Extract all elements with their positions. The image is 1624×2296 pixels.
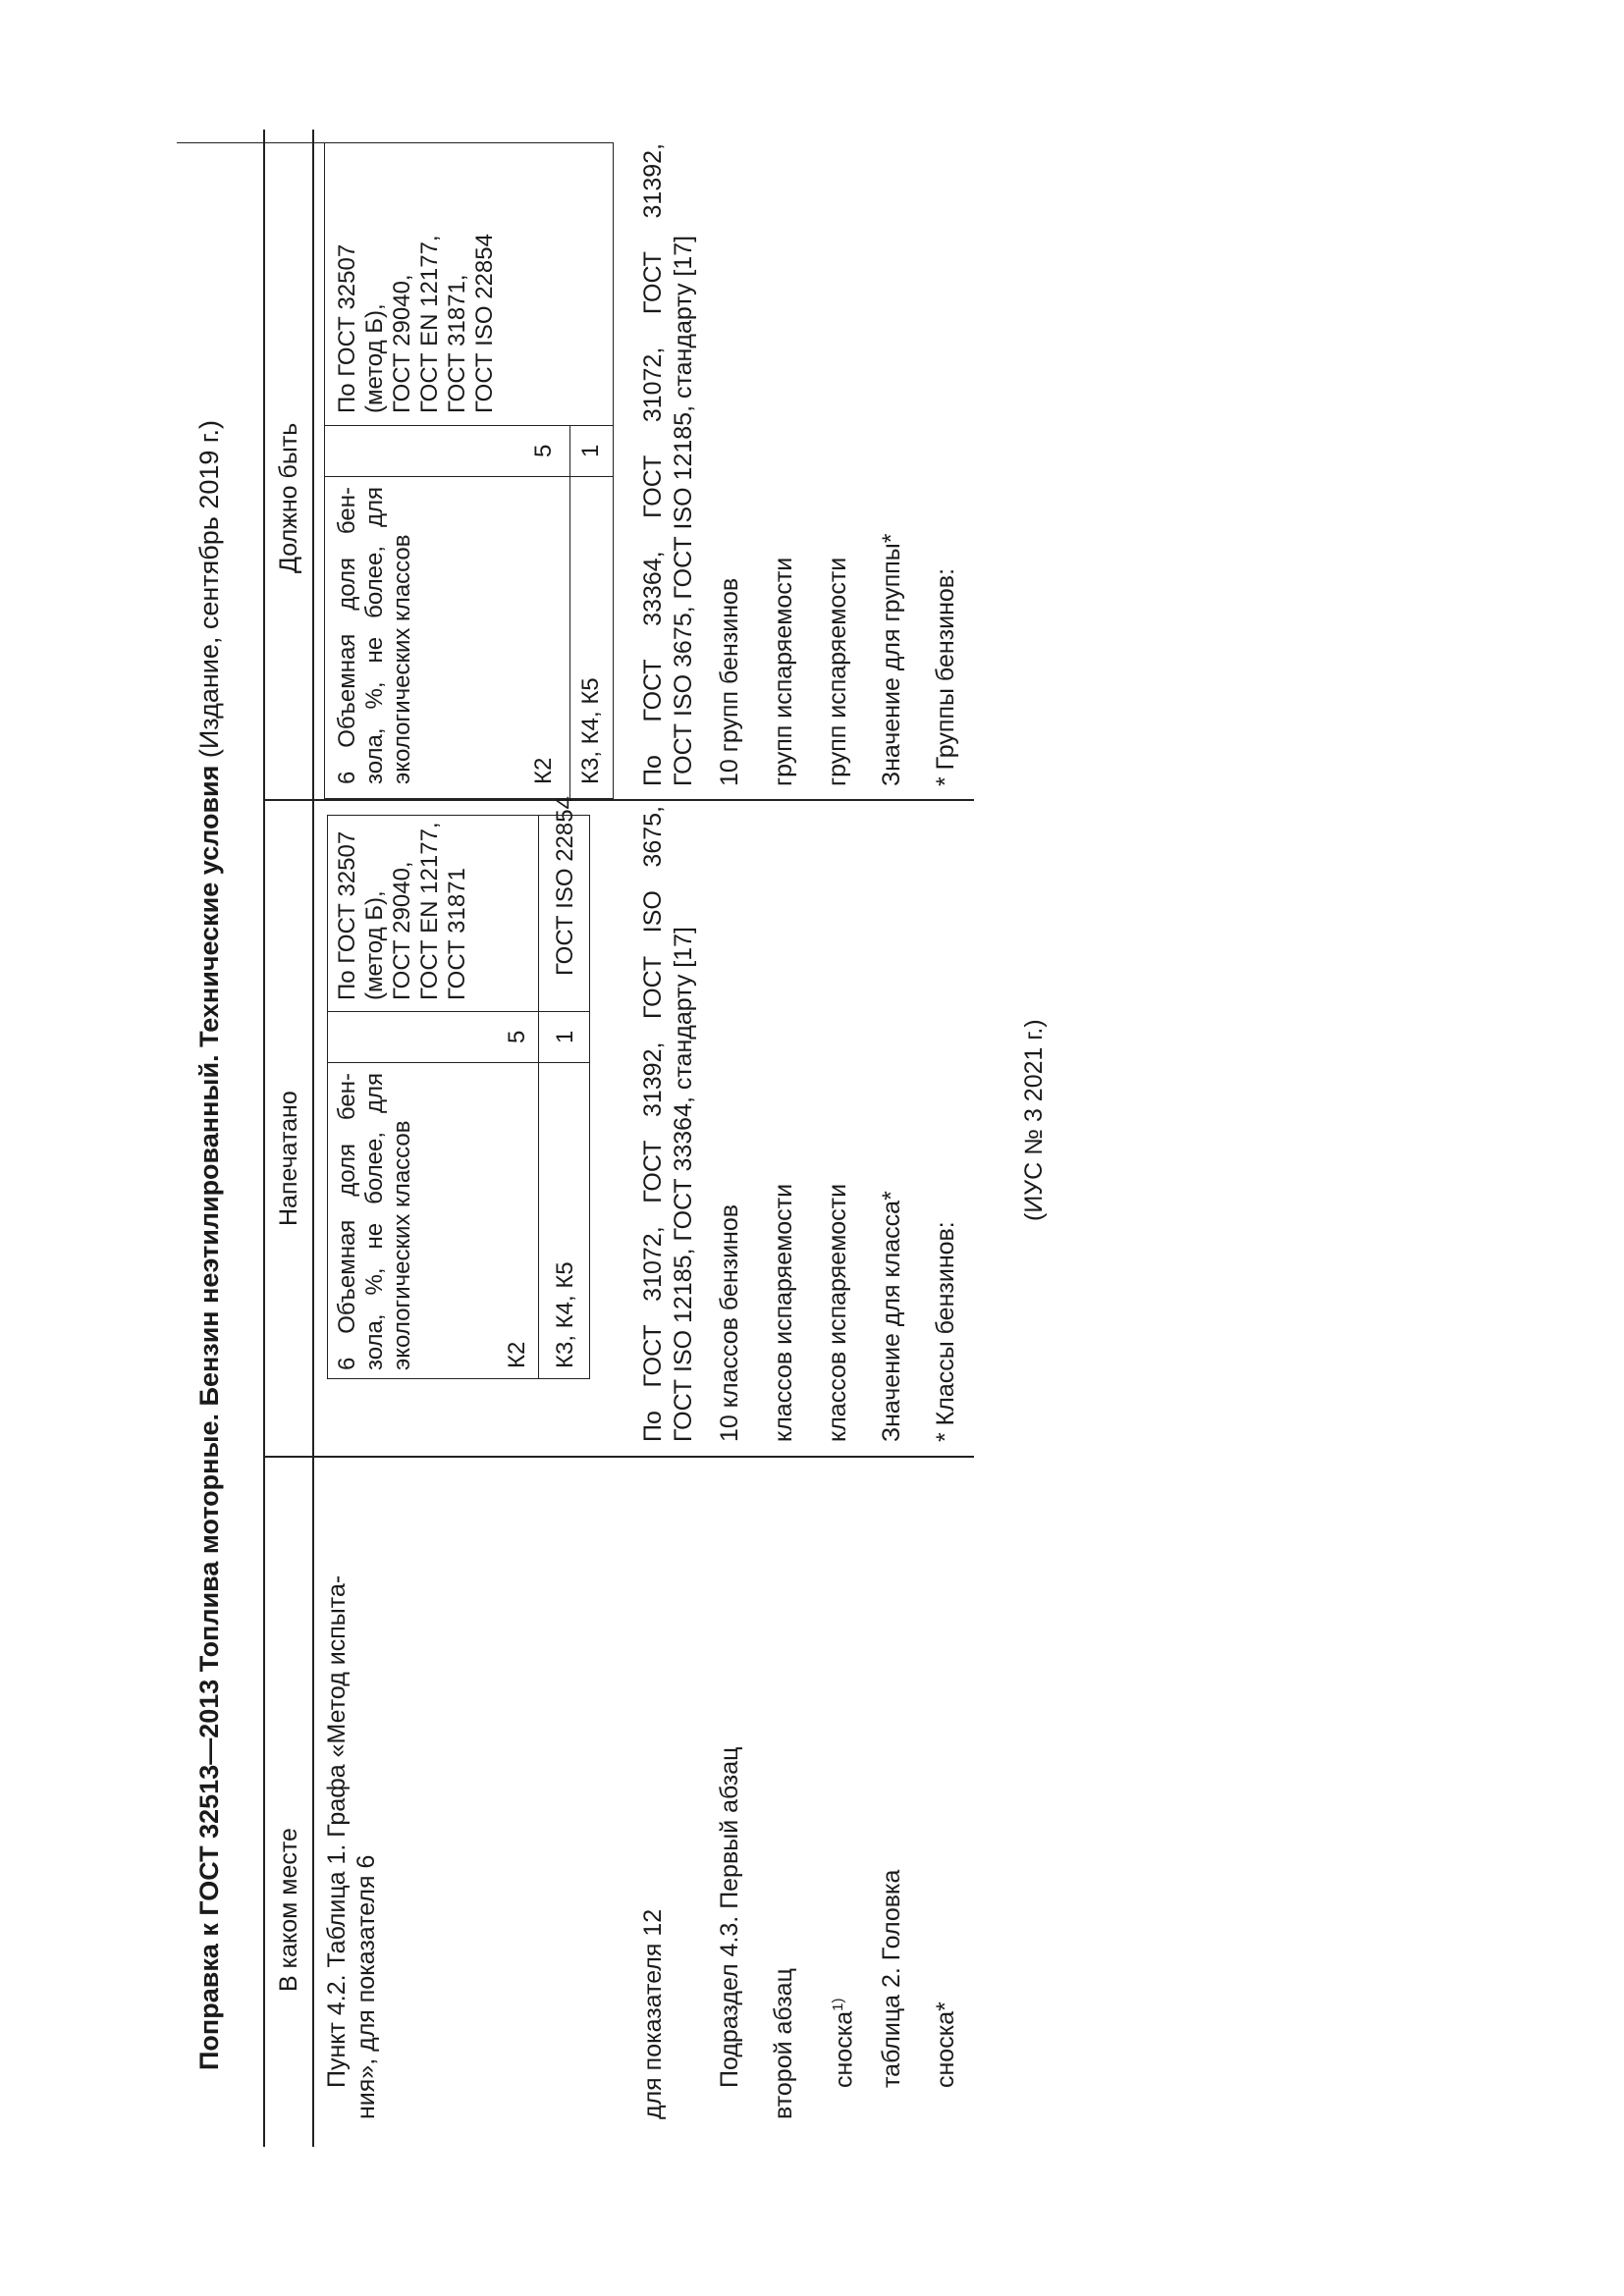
should-k345-value: 1 xyxy=(577,444,604,457)
should-k345: К3, К4, К5 xyxy=(577,677,604,784)
row7-should-be: * Группы бензинов: xyxy=(932,567,959,786)
printed-inner-box-bottom xyxy=(589,816,590,1379)
printed-inner-box-top xyxy=(327,816,328,1379)
should-inner-box-top xyxy=(324,143,325,799)
printed-methods: По ГОСТ 32507 (метод Б), ГОСТ 29040, ГОСТ EN 12177, ГОСТ 31871 xyxy=(334,822,470,1000)
column-divider-1 xyxy=(263,1456,312,1458)
row3-printed: 10 классов бензинов xyxy=(716,1203,743,1442)
row7-printed: * Классы бензинов: xyxy=(932,1221,959,1442)
should-inner-box-row-rule xyxy=(569,426,570,799)
printed-inner-box-div2 xyxy=(327,1011,590,1012)
printed-k2-value: 5 xyxy=(504,1030,530,1043)
should-inner-box-right xyxy=(177,142,614,143)
row5-where: сноска$^{1)}$ xyxy=(830,1998,858,2088)
column-divider-2-body xyxy=(312,799,974,801)
header-should-be: Должно быть xyxy=(275,422,302,573)
should-k2-value: 5 xyxy=(530,444,557,457)
printed-k2: К2 xyxy=(504,1341,530,1368)
header-printed: Напечатано xyxy=(275,1091,302,1226)
column-divider-1-body xyxy=(312,1456,974,1458)
row2-printed: По ГОСТ 31072, ГОСТ 31392, ГОСТ ISO 3675, ГОСТ ISO 12185, ГОСТ 33364, стандарту [17] xyxy=(639,806,697,1442)
page-title: Поправка к ГОСТ 32513—2013 Топлива моторные. Бензин неэтилированный. Технические условия (Издание, сентябрь 2019 г.) xyxy=(194,420,224,2070)
should-methods: По ГОСТ 32507 (метод Б), ГОСТ 29040, ГОСТ EN 12177, ГОСТ 31871, ГОСТ ISO 22854 xyxy=(334,234,498,413)
printed-inner-box-row-rule xyxy=(538,816,539,1379)
table-top-rule xyxy=(263,130,265,2147)
row6-where: таблица 2. Головка xyxy=(878,1869,905,2088)
printed-desc: 6 Объемная доля бен- зола, %, не более, для экологических классов xyxy=(334,1073,415,1370)
footer-ius: (ИУС № 3 2021 г.) xyxy=(1020,1019,1048,1221)
header-where: В каком месте xyxy=(275,1828,302,1992)
row7-where: сноска* xyxy=(932,2002,959,2088)
row5-printed: классов испаряемости xyxy=(824,1183,851,1442)
column-divider-2 xyxy=(263,799,312,801)
should-desc: 6 Объемная доля бен- зола, %, не более, для экологических классов xyxy=(334,487,415,784)
row6-should-be: Значение для группы* xyxy=(878,533,905,786)
printed-inner-box-right xyxy=(327,815,590,816)
row6-printed: Значение для класса* xyxy=(878,1191,905,1442)
printed-k345-value: 1 xyxy=(552,1030,578,1043)
table-header-rule xyxy=(312,130,314,2147)
should-inner-box-bottom xyxy=(613,143,614,799)
row2-should-be: По ГОСТ 33364, ГОСТ 31072, ГОСТ 31392, ГОСТ ISO 3675, ГОСТ ISO 12185, стандарту [17] xyxy=(639,143,697,786)
printed-k345: К3, К4, К5 xyxy=(552,1261,578,1368)
row4-should-be: групп испаряемости xyxy=(770,557,797,786)
row1-where-line2: ния», для показателя 6 xyxy=(352,1854,380,2119)
row3-should-be: 10 групп бензинов xyxy=(716,577,743,786)
row2-where: для показателя 12 xyxy=(639,1908,667,2119)
row3-where: Подраздел 4.3. Первый абзац xyxy=(716,1746,743,2088)
row5-should-be: групп испаряемости xyxy=(824,557,851,786)
row4-where: второй абзац xyxy=(770,1968,797,2119)
row1-where-line1: Пункт 4.2. Таблица 1. Графа «Метод испыта- xyxy=(323,1575,351,2088)
row4-printed: классов испаряемости xyxy=(770,1183,797,1442)
printed-inner-box-left xyxy=(327,1378,590,1379)
printed-method-k345: ГОСТ ISO 22854 xyxy=(552,796,578,976)
should-k2: К2 xyxy=(530,757,557,784)
printed-inner-box-div1 xyxy=(327,1062,590,1063)
